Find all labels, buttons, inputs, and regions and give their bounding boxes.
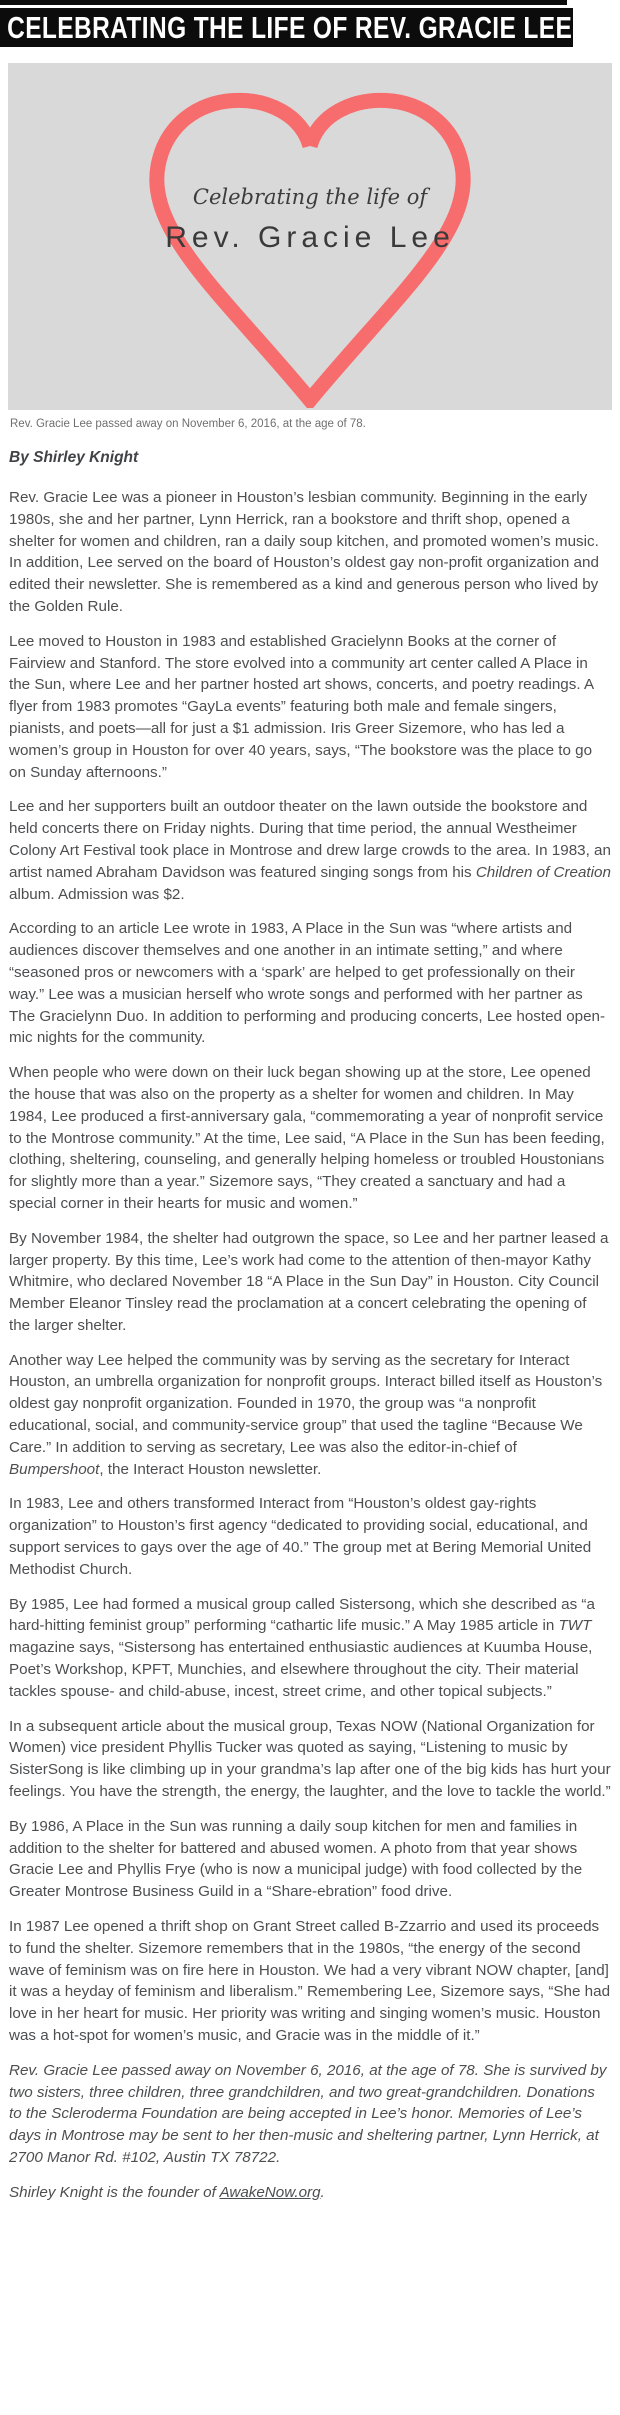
text-run: Lee moved to Houston in 1983 and established Gracielynn Books at the corner of Fairview and Stanford. The store evolved into a community art center called A Place in the Sun, where Lee and her partner hosted art shows, concerts, and poetry readings. A flyer from 1983 promotes “GayLa events” featuring both male and female singers, pianists, and poets—all for just a $1 admission. Iris Greer Sizemore, who has led a women’s group in Houston for over 40 years, says, “The bookstore was the place to go on Sunday afternoons.” xyxy=(9,632,594,781)
text-run: album. Admission was $2. xyxy=(9,885,185,903)
text-run: By 1985, Lee had formed a musical group called Sistersong, which she described as “a hard-hitting feminist group” performing “cathartic life music.” A May 1985 article in xyxy=(9,1595,595,1635)
text-run: Lee and her supporters built an outdoor theater on the lawn outside the bookstore and held concerts there on Friday nights. During that time period, the annual Westheimer Colony Art Festival took place in Montrose and drew large crowds to the area. In 1983, an artist named Abraham Davidson was featured singing songs from his xyxy=(9,798,611,881)
memorial-image-text xyxy=(8,63,612,255)
page-title-bar xyxy=(0,8,573,47)
article-paragraph xyxy=(9,1716,611,1803)
article-paragraph xyxy=(9,2182,611,2204)
article-paragraph xyxy=(9,487,611,618)
text-run: In 1987 Lee opened a thrift shop on Grant Street called B-Zzarrio and used its proceeds to fund the shelter. Sizemore remembers that in the 1980s, “the energy of the second wave of feminism was on fire here in Houston. We had a very vibrant NOW chapter, [and] it was a heyday of feminism and liberalism.” Remembering Lee, Sizemore says, “She had love in her heart for music. Her priority was writing and singing women’s music. Houston was a hot-spot for women’s music, and Gracie was in the middle of it.” xyxy=(9,1918,611,2044)
top-divider-strip xyxy=(0,0,567,5)
memorial-name-line: Rev. Gracie Lee xyxy=(165,221,455,254)
article-paragraph xyxy=(9,1816,611,1903)
article-paragraph xyxy=(9,631,611,784)
text-run: By 1986, A Place in the Sun was running a daily soup kitchen for men and families in addition to the shelter for battered and abused women. A photo from that year shows Gracie Lee and Phyllis Frye (who is now a municipal judge) with food collected by the Greater Montrose Business Guild in a “Share-ebration” food drive. xyxy=(9,1817,583,1901)
text-run: Rev. Gracie Lee was a pioneer in Houston’s lesbian community. Beginning in the early 1980s, she and her partner, Lynn Herrick, ran a bookstore and thrift shop, opened a shelter for women and children, ran a daily soup kitchen, and promoted women’s music. In addition, Lee served on the board of Houston’s oldest gay non-profit organization and edited their newsletter. She is remembered as a kind and generous person who lived by the Golden Rule. xyxy=(9,489,599,615)
text-run: Shirley Knight is the founder of xyxy=(9,2183,220,2201)
page-title: CELEBRATING THE LIFE OF REV. GRACIE LEE xyxy=(7,10,573,45)
text-run: By November 1984, the shelter had outgrown the space, so Lee and her partner leased a larger property. By this time, Lee’s work had come to the attention of then-mayor Kathy Whitmire, who declared November 18 “A Place in the Sun Day” in Houston. City Council Member Eleanor Tinsley read the proclamation at a concert celebrating the opening of the larger shelter. xyxy=(9,1229,609,1334)
article-paragraph xyxy=(9,1493,611,1580)
text-run: In 1983, Lee and others transformed Interact from “Houston’s oldest gay-rights organization” to Houston’s first agency “dedicated to providing social, educational, and support services to gays over the age of 40.” The group met at Bering Memorial United Methodist Church. xyxy=(9,1495,592,1578)
text-run: Another way Lee helped the community was by serving as the secretary for Interact Houston, an umbrella organization for nonprofit groups. Interact billed itself as Houston’s oldest gay nonprofit organization. Founded in 1970, the group was “a nonprofit educational, social, and community-service group” that used the tagline “Because We Care.” In addition to serving as secretary, Lee was also the editor-in-chief of xyxy=(9,1351,603,1456)
article-paragraph xyxy=(9,1594,611,1703)
article-paragraph xyxy=(9,1228,611,1337)
byline: By Shirley Knight xyxy=(9,449,139,466)
article-paragraph xyxy=(9,2060,611,2169)
text-run: According to an article Lee wrote in 1983, A Place in the Sun was “where artists and audiences discover themselves and one another in an intimate setting,” and where “seasoned pros or newcomers with a ‘spark’ are helped to get professionally on their way.” Lee was a musician herself who wrote songs and performed with her partner as The Gracielynn Duo. In addition to performing and producing concerts, Lee hosted open-mic nights for the community. xyxy=(9,920,606,1047)
memorial-script-line: Celebrating the life of xyxy=(192,185,428,209)
emphasis-text: Bumpershoot xyxy=(9,1460,100,1478)
image-caption: Rev. Gracie Lee passed away on November 6, 2016, at the age of 78. xyxy=(10,418,366,430)
text-run: When people who were down on their luck began showing up at the store, Lee opened the house that was also on the property as a shelter for women and children. In May 1984, Lee produced a first-anniversary gala, “commemorating a year of nonprofit service to the Montrose community.” At the time, Lee said, “A Place in the Sun has been feeding, clothing, sheltering, counseling, and generally helping homeless or troubled Houstonians for slightly more than a year.” Sizemore says, “They created a sanctuary and had a special corner in their hearts for music and women.” xyxy=(9,1064,605,1212)
emphasis-text: TWT xyxy=(558,1617,592,1635)
article-paragraph xyxy=(9,1916,611,2047)
article-paragraph xyxy=(9,918,611,1049)
awakenow-link[interactable]: AwakeNow.org xyxy=(219,2183,321,2201)
article-paragraph xyxy=(9,1350,611,1481)
emphasis-text: Children of Creation xyxy=(475,863,611,881)
text-run: magazine says, “Sistersong has entertained enthusiastic audiences at Kuumba House, Poet’s Workshop, KPFT, Munchies, and elsewhere throughout the city. Their material tackles spouse- and child-abuse, incest, street crime, and other topical subjects.” xyxy=(9,1639,593,1700)
article-paragraph xyxy=(9,796,611,905)
article-paragraph xyxy=(9,1062,611,1215)
memorial-image xyxy=(8,63,612,410)
text-run: . xyxy=(320,2183,325,2201)
text-run: , the Interact Houston newsletter. xyxy=(99,1460,322,1478)
text-run: In a subsequent article about the musical group, Texas NOW (National Organization for Women) vice president Phyllis Tucker was quoted as saying, “Listening to music by SisterSong is like climbing up in your grandma’s lap after one of the big kids has hurt your feelings. You have the strength, the energy, the laughter, and the love to tackle the world.” xyxy=(9,1717,611,1801)
article-body xyxy=(0,467,620,2234)
text-run: Rev. Gracie Lee passed away on November 6, 2016, at the age of 78. She is survived by two sisters, three children, three grandchildren, and two great-grandchildren. Donations to the Scleroderma Foundation are being accepted in Lee’s honor. Memories of Lee’s days in Montrose may be sent to her then-music and sheltering partner, Lynn Herrick, at 2700 Manor Rd. #102, Austin TX 78722. xyxy=(9,2061,607,2166)
